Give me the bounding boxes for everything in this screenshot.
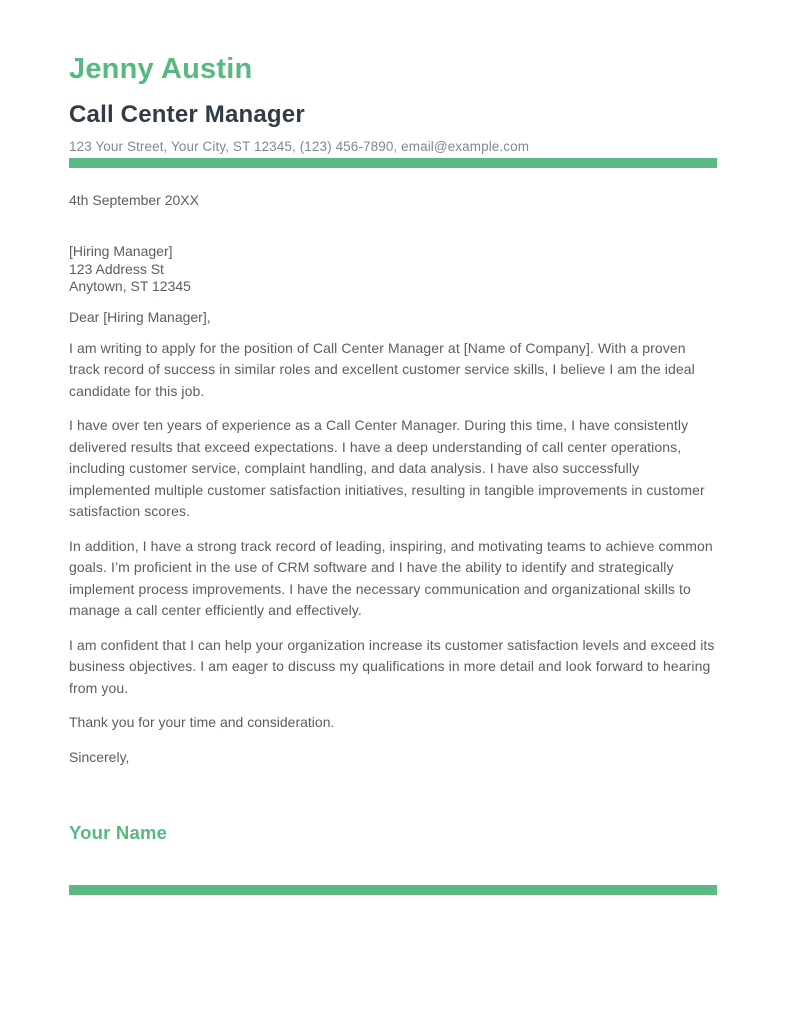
body-paragraph: I have over ten years of experience as a Call Center Manager. During this time, I have consistently delivered results that exceed expectations. I have a deep understanding of call center operations, including customer service, complaint handling, and data analysis. I have also successfully implemented multiple customer satisfaction initiatives, resulting in tangible improvements in customer satisfaction scores. — [69, 417, 705, 520]
body-paragraph: I am confident that I can help your organization increase its customer satisfaction levels and exceed its business objectives. I am eager to discuss my qualifications in more detail and look forward to hearing from you. — [69, 636, 715, 696]
letter-date: 4th September 20XX — [69, 192, 199, 209]
contact-info: 123 Your Street, Your City, ST 12345, (123) 456-7890, email@example.com — [69, 139, 530, 155]
applicant-name: Jenny Austin — [69, 53, 253, 85]
header-divider — [69, 158, 717, 168]
recipient-line: 123 Address St — [69, 260, 164, 277]
recipient-line: Anytown, ST 12345 — [69, 278, 191, 295]
letter-header — [69, 54, 717, 168]
letter-body — [69, 192, 717, 844]
closing-sincerely: Sincerely, — [69, 748, 130, 765]
body-paragraph: In addition, I have a strong track record of leading, inspiring, and motivating teams to achieve common goals. I’m proficient in the use of CRM software and I have the ability to identify and strategically implement process improvements. I have the necessary communication and organizational skills to manage a call center efficiently and effectively. — [69, 537, 713, 619]
signature-name: Your Name — [69, 822, 168, 844]
body-paragraph: I am writing to apply for the position of Call Center Manager at [Name of Company]. With a proven track record of success in similar roles and excellent customer service skills, I believe I am the ideal candidate for this job. — [69, 339, 695, 399]
salutation: Dear [Hiring Manager], — [69, 308, 211, 325]
job-title: Call Center Manager — [69, 100, 305, 128]
closing-thanks: Thank you for your time and consideration. — [69, 714, 335, 731]
recipient-line: [Hiring Manager] — [69, 243, 173, 260]
recipient-address — [69, 243, 717, 296]
footer-divider — [69, 885, 717, 895]
